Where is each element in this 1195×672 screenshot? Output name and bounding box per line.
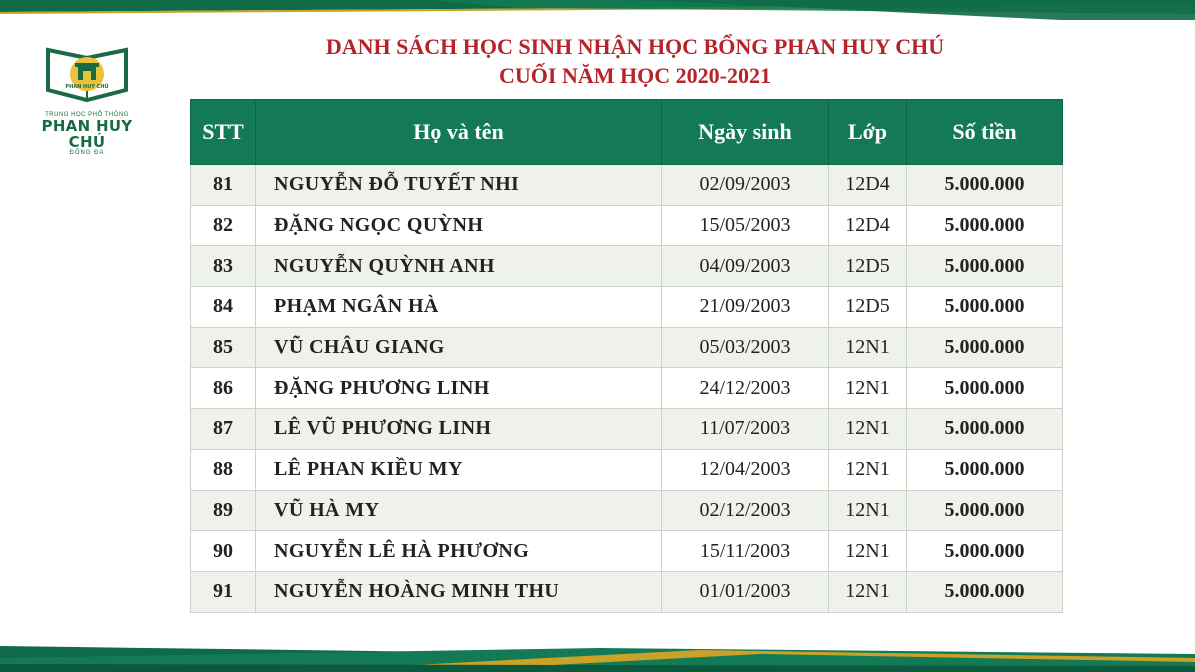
cell-name: NGUYỄN QUỲNH ANH xyxy=(256,246,662,287)
cell-birth-date: 02/09/2003 xyxy=(662,165,829,206)
cell-amount: 5.000.000 xyxy=(907,409,1063,450)
cell-stt: 88 xyxy=(191,449,256,490)
table-header-row xyxy=(191,100,1063,165)
table-row xyxy=(191,368,1063,409)
emblem-text: PHAN HUY CHÚ xyxy=(65,84,109,90)
cell-birth-date: 12/04/2003 xyxy=(662,449,829,490)
cell-class: 12N1 xyxy=(829,490,907,531)
cell-birth-date: 04/09/2003 xyxy=(662,246,829,287)
logo-small-text: TRUNG HỌC PHỔ THÔNG xyxy=(45,112,129,118)
page-title xyxy=(230,32,1040,90)
table-row xyxy=(191,490,1063,531)
cell-name: LÊ VŨ PHƯƠNG LINH xyxy=(256,409,662,450)
cell-stt: 91 xyxy=(191,571,256,612)
bottom-decorative-band xyxy=(0,628,1195,672)
cell-birth-date: 05/03/2003 xyxy=(662,327,829,368)
cell-class: 12D4 xyxy=(829,165,907,206)
cell-name: LÊ PHAN KIỀU MY xyxy=(256,449,662,490)
cell-amount: 5.000.000 xyxy=(907,327,1063,368)
table-row xyxy=(191,449,1063,490)
header-birth-date: Ngày sinh xyxy=(662,100,829,165)
header-class: Lớp xyxy=(829,100,907,165)
cell-birth-date: 11/07/2003 xyxy=(662,409,829,450)
cell-birth-date: 21/09/2003 xyxy=(662,287,829,328)
table-row xyxy=(191,165,1063,206)
table-row xyxy=(191,205,1063,246)
title-line-1: DANH SÁCH HỌC SINH NHẬN HỌC BỔNG PHAN HUY CHÚ xyxy=(325,34,945,59)
header-stt: STT xyxy=(191,100,256,165)
cell-class: 12N1 xyxy=(829,531,907,572)
cell-class: 12D4 xyxy=(829,205,907,246)
logo-school-name: PHAN HUY CHÚ xyxy=(41,117,133,151)
cell-name: VŨ HÀ MY xyxy=(256,490,662,531)
cell-amount: 5.000.000 xyxy=(907,246,1063,287)
cell-birth-date: 02/12/2003 xyxy=(662,490,829,531)
scholarship-table xyxy=(190,99,1062,613)
table-row xyxy=(191,327,1063,368)
cell-amount: 5.000.000 xyxy=(907,449,1063,490)
cell-stt: 90 xyxy=(191,531,256,572)
cell-name: NGUYỄN ĐỖ TUYẾT NHI xyxy=(256,165,662,206)
cell-name: NGUYỄN HOÀNG MINH THU xyxy=(256,571,662,612)
cell-class: 12N1 xyxy=(829,449,907,490)
cell-stt: 84 xyxy=(191,287,256,328)
cell-class: 12D5 xyxy=(829,287,907,328)
cell-class: 12N1 xyxy=(829,409,907,450)
cell-birth-date: 01/01/2003 xyxy=(662,571,829,612)
table-row xyxy=(191,571,1063,612)
cell-amount: 5.000.000 xyxy=(907,531,1063,572)
cell-amount: 5.000.000 xyxy=(907,490,1063,531)
table-row xyxy=(191,287,1063,328)
cell-stt: 81 xyxy=(191,165,256,206)
cell-name: VŨ CHÂU GIANG xyxy=(256,327,662,368)
cell-class: 12N1 xyxy=(829,368,907,409)
cell-name: NGUYỄN LÊ HÀ PHƯƠNG xyxy=(256,531,662,572)
cell-stt: 86 xyxy=(191,368,256,409)
cell-name: ĐẶNG NGỌC QUỲNH xyxy=(256,205,662,246)
top-decorative-band xyxy=(0,0,1195,20)
cell-birth-date: 15/11/2003 xyxy=(662,531,829,572)
logo-sub-text: ĐỐNG ĐA xyxy=(69,150,105,156)
cell-amount: 5.000.000 xyxy=(907,368,1063,409)
cell-birth-date: 24/12/2003 xyxy=(662,368,829,409)
cell-stt: 83 xyxy=(191,246,256,287)
title-line-2: CUỐI NĂM HỌC 2020-2021 xyxy=(499,63,771,88)
cell-stt: 89 xyxy=(191,490,256,531)
cell-stt: 82 xyxy=(191,205,256,246)
cell-amount: 5.000.000 xyxy=(907,165,1063,206)
cell-class: 12N1 xyxy=(829,571,907,612)
cell-amount: 5.000.000 xyxy=(907,287,1063,328)
table-row xyxy=(191,246,1063,287)
header-amount: Số tiền xyxy=(907,100,1063,165)
cell-amount: 5.000.000 xyxy=(907,571,1063,612)
cell-amount: 5.000.000 xyxy=(907,205,1063,246)
cell-birth-date: 15/05/2003 xyxy=(662,205,829,246)
cell-class: 12N1 xyxy=(829,327,907,368)
table-row xyxy=(191,409,1063,450)
cell-name: PHẠM NGÂN HÀ xyxy=(256,287,662,328)
cell-stt: 87 xyxy=(191,409,256,450)
cell-class: 12D5 xyxy=(829,246,907,287)
table-row xyxy=(191,531,1063,572)
school-logo xyxy=(22,44,152,156)
school-emblem-icon xyxy=(44,44,130,106)
cell-name: ĐẶNG PHƯƠNG LINH xyxy=(256,368,662,409)
header-full-name: Họ và tên xyxy=(256,100,662,165)
cell-stt: 85 xyxy=(191,327,256,368)
